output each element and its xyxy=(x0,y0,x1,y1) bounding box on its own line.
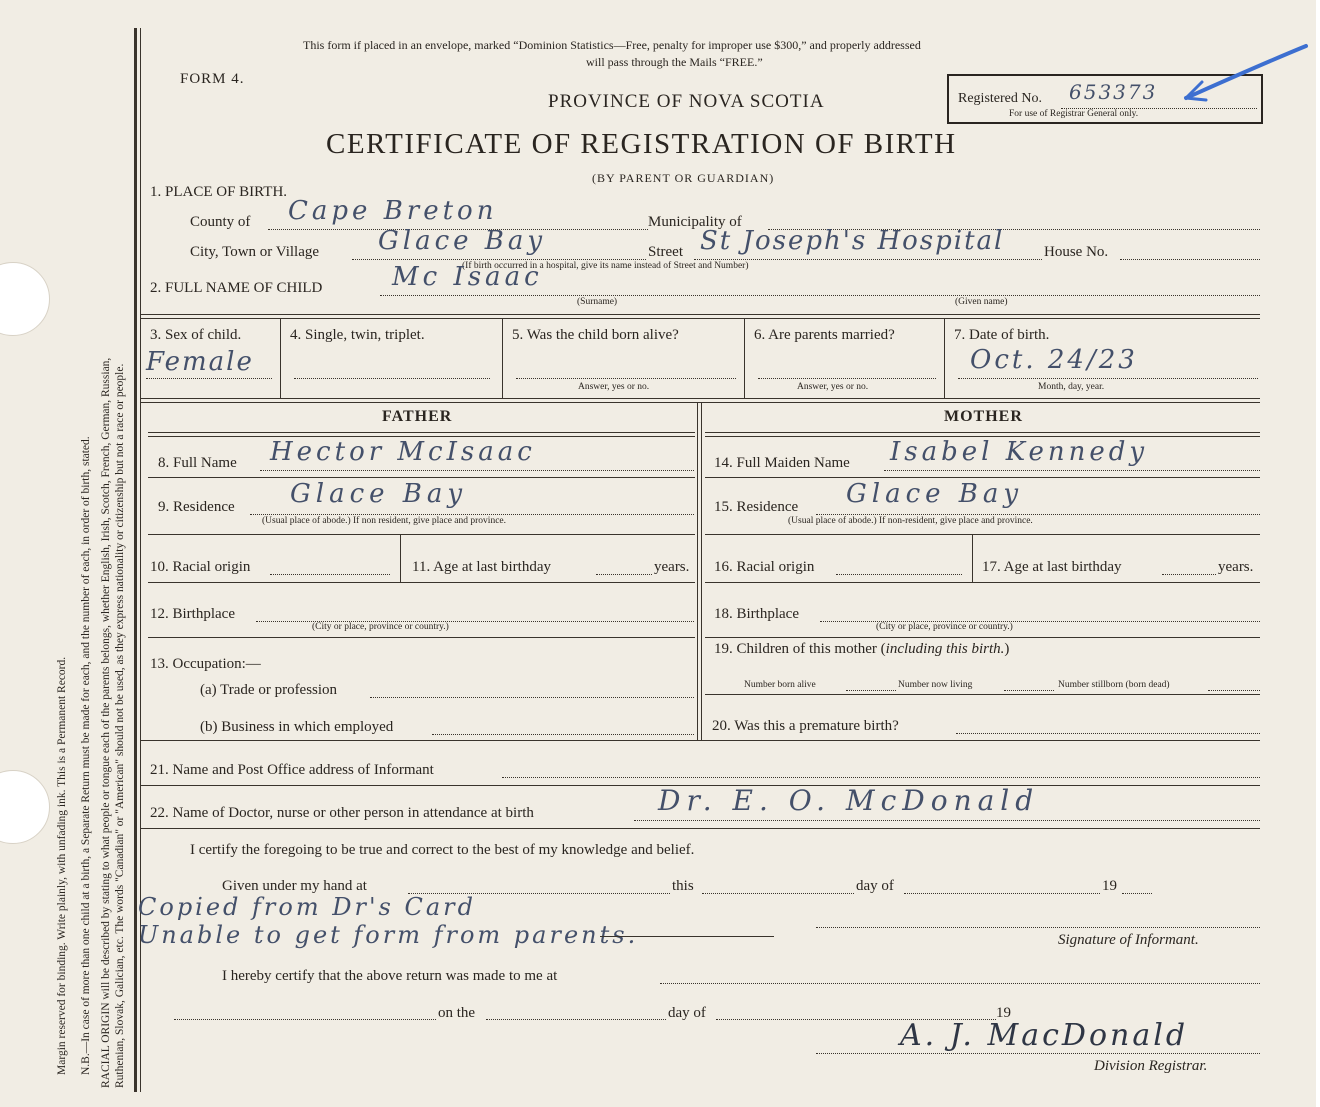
occupation-label: 13. Occupation:— xyxy=(150,656,261,672)
mother-age-label: 17. Age at last birthday xyxy=(982,559,1122,575)
mother-heading: MOTHER xyxy=(944,408,1023,425)
registrar-place-line xyxy=(660,983,1260,984)
born-alive-label: 5. Was the child born alive? xyxy=(512,327,679,343)
now-living-count-label: Number now living xyxy=(898,680,973,690)
divider xyxy=(140,402,1260,403)
father-residence-caption: (Usual place of abode.) If non resident, give place and province. xyxy=(262,516,506,526)
born-alive-line xyxy=(516,378,736,379)
year-line xyxy=(1122,893,1152,894)
this-label: this xyxy=(672,878,694,894)
doctor-value: Dr. E. O. McDonald xyxy=(658,784,1040,817)
registrar-signature: A. J. MacDonald xyxy=(900,1018,1189,1053)
certify-statement: I certify the foregoing to be true and correct to the best of my knowledge and belief. xyxy=(190,842,695,858)
informant-label: 21. Name and Post Office address of Informant xyxy=(150,762,434,778)
street-label: Street xyxy=(648,244,683,260)
child-name-label: 2. FULL NAME OF CHILD xyxy=(150,280,323,296)
street-value: St Joseph's Hospital xyxy=(700,226,1005,256)
street-line xyxy=(694,259,1042,260)
multiple-birth-label: 4. Single, twin, triplet. xyxy=(290,327,425,343)
given-under-label: Given under my hand at xyxy=(222,878,367,894)
mother-name-label: 14. Full Maiden Name xyxy=(714,455,850,471)
this-line xyxy=(702,893,854,894)
sex-label: 3. Sex of child. xyxy=(150,327,242,343)
child-surname-value: Mc Isaac xyxy=(392,262,543,292)
date-of-birth-value: Oct. 24/23 xyxy=(970,345,1138,375)
side-note-racial-2: Ruthenian, Slovak, Galician, etc. The words "Canadian" or "American" should not be used, as they express nationality or citizenship but not a race or people. xyxy=(114,363,126,1088)
divider xyxy=(705,694,1260,695)
stillborn-count-label: Number stillborn (born dead) xyxy=(1058,680,1170,690)
page-subtitle: (BY PARENT OR GUARDIAN) xyxy=(592,171,775,185)
mother-name-value: Isabel Kennedy xyxy=(890,437,1149,467)
registrar-certify: I hereby certify that the above return was made to me at xyxy=(222,968,558,984)
house-number-line xyxy=(1120,259,1260,260)
father-heading: FATHER xyxy=(382,408,453,425)
binding-rule xyxy=(134,28,137,1092)
registered-label: Registered No. xyxy=(958,91,1042,106)
day-of-label: day of xyxy=(856,878,894,894)
divider xyxy=(148,432,695,433)
mother-age-line xyxy=(1162,574,1216,575)
registrar-year-label: 19 xyxy=(996,1005,1011,1021)
child-name-line xyxy=(380,295,1260,296)
divider xyxy=(705,432,1260,433)
column-divider xyxy=(944,318,945,398)
father-age-label: 11. Age at last birthday xyxy=(412,559,551,575)
city-line xyxy=(352,259,646,260)
divider xyxy=(148,534,695,535)
informant-line xyxy=(502,777,1260,778)
county-value: Cape Breton xyxy=(288,196,498,226)
form-number: FORM 4. xyxy=(180,71,245,87)
mother-age-unit: years. xyxy=(1218,559,1254,575)
parents-married-line xyxy=(758,378,936,379)
county-label: County of xyxy=(190,214,251,230)
business-line xyxy=(432,734,694,735)
divider xyxy=(140,398,1260,399)
column-divider xyxy=(744,318,745,398)
children-label-italic: including this birth. xyxy=(885,641,1005,657)
divider xyxy=(140,740,1260,741)
trade-label: (a) Trade or profession xyxy=(200,682,338,698)
note-copied: Copied from Dr's Card xyxy=(138,893,477,921)
province-heading: PROVINCE OF NOVA SCOTIA xyxy=(548,91,825,112)
city-value: Glace Bay xyxy=(378,226,547,256)
divider xyxy=(600,936,774,937)
house-number-label: House No. xyxy=(1044,244,1109,260)
day-of-line xyxy=(904,893,1100,894)
on-the-label: on the xyxy=(438,1005,476,1021)
registrar-caption: Division Registrar. xyxy=(1094,1058,1208,1074)
doctor-label: 22. Name of Doctor, nurse or other person in attendance at birth xyxy=(150,805,534,821)
registrar-day-of-label: day of xyxy=(668,1005,706,1021)
registrar-note: For use of Registrar General only. xyxy=(1009,109,1139,119)
side-note-binding: Margin reserved for binding. Write plainly, with unfading ink. This is a Permanent Record. xyxy=(56,656,68,1075)
born-alive-count-line xyxy=(846,690,896,691)
divider xyxy=(705,637,1260,638)
children-label-prefix: 19. Children of this mother ( xyxy=(714,641,886,657)
date-of-birth-line xyxy=(958,378,1258,379)
born-alive-count-label: Number born alive xyxy=(744,680,816,690)
municipality-label: Municipality of xyxy=(648,214,742,230)
father-residence-line xyxy=(250,514,694,515)
business-label: (b) Business in which employed xyxy=(200,719,394,735)
mother-racial-label: 16. Racial origin xyxy=(714,559,815,575)
given-name-caption: (Given name) xyxy=(955,297,1008,307)
trade-line xyxy=(370,697,694,698)
informant-signature-caption: Signature of Informant. xyxy=(1058,932,1199,948)
parents-column-divider xyxy=(701,402,702,740)
mother-residence-value: Glace Bay xyxy=(846,479,1024,509)
place-of-birth-label: 1. PLACE OF BIRTH. xyxy=(150,184,288,200)
postal-notice-2: will pass through the Mails “FREE.” xyxy=(586,55,763,69)
mother-birthplace-label: 18. Birthplace xyxy=(714,606,799,622)
mother-residence-caption: (Usual place of abode.) If non-resident, give place and province. xyxy=(788,516,1033,526)
binding-hole xyxy=(0,770,50,844)
sex-line xyxy=(146,378,272,379)
premature-label: 20. Was this a premature birth? xyxy=(712,718,899,734)
divider xyxy=(140,314,1260,315)
father-name-value: Hector McIsaac xyxy=(270,437,536,467)
parents-married-caption: Answer, yes or no. xyxy=(797,382,869,392)
city-label: City, Town or Village xyxy=(190,244,320,260)
column-divider xyxy=(972,534,973,582)
children-label-suffix: ) xyxy=(1004,641,1010,657)
page-title: CERTIFICATE OF REGISTRATION OF BIRTH xyxy=(326,128,957,160)
now-living-count-line xyxy=(1004,690,1054,691)
father-racial-label: 10. Racial origin xyxy=(150,559,251,575)
side-note-nb: N.B.—In case of more than one child at a birth, a Separate Return must be made for each, and the number of each, in order of birth, stated. xyxy=(80,436,92,1075)
registrar-date-line xyxy=(174,1019,436,1020)
parents-column-divider xyxy=(697,402,698,740)
divider xyxy=(705,534,1260,535)
date-of-birth-caption: Month, day, year. xyxy=(1038,382,1105,392)
year-label: 19 xyxy=(1102,878,1117,894)
mother-birthplace-caption: (City or place, province or country.) xyxy=(876,622,1013,632)
mother-residence-line xyxy=(816,514,1260,515)
sex-value: Female xyxy=(146,347,254,377)
registered-number: 653373 xyxy=(1069,80,1158,104)
divider xyxy=(705,477,1260,478)
side-note-racial: RACIAL ORIGIN will be described by stating to what people or tongue each of the parents belongs, whether English, Irish, Scotch, French, German, Russian, xyxy=(100,357,112,1088)
mother-racial-line xyxy=(836,574,962,575)
informant-signature-line xyxy=(816,927,1260,928)
divider xyxy=(148,582,695,583)
date-of-birth-label: 7. Date of birth. xyxy=(954,327,1050,343)
column-divider xyxy=(502,318,503,398)
registrar-signature-line xyxy=(816,1053,1260,1054)
father-age-unit: years. xyxy=(654,559,690,575)
binding-hole xyxy=(0,262,50,336)
father-residence-label: 9. Residence xyxy=(158,499,235,515)
stillborn-count-line xyxy=(1208,690,1260,691)
divider xyxy=(705,582,1260,583)
father-racial-line xyxy=(270,574,390,575)
divider xyxy=(140,318,1260,319)
checkmark-icon xyxy=(1182,42,1312,106)
divider xyxy=(148,637,695,638)
father-residence-value: Glace Bay xyxy=(290,479,468,509)
column-divider xyxy=(400,534,401,582)
born-alive-caption: Answer, yes or no. xyxy=(578,382,650,392)
father-birthplace-label: 12. Birthplace xyxy=(150,606,235,622)
divider xyxy=(148,477,695,478)
hospital-note: (If birth occurred in a hospital, give its name instead of Street and Number) xyxy=(462,261,749,271)
father-name-label: 8. Full Name xyxy=(158,455,237,471)
premature-line xyxy=(956,733,1260,734)
multiple-birth-line xyxy=(294,378,490,379)
surname-caption: (Surname) xyxy=(577,297,618,307)
divider xyxy=(140,828,1260,829)
father-name-line xyxy=(260,470,694,471)
mother-name-line xyxy=(884,470,1260,471)
note-unable: Unable to get form from parents. xyxy=(138,921,639,949)
father-birthplace-caption: (City or place, province or country.) xyxy=(312,622,449,632)
children-label xyxy=(714,641,1009,658)
father-age-line xyxy=(596,574,652,575)
column-divider xyxy=(280,318,281,398)
mother-residence-label: 15. Residence xyxy=(714,499,799,515)
postal-notice: This form if placed in an envelope, marked “Dominion Statistics—Free, penalty for improper use $300,” and properly addressed xyxy=(303,38,921,52)
parents-married-label: 6. Are parents married? xyxy=(754,327,895,343)
doctor-line xyxy=(634,820,1260,821)
on-the-line xyxy=(486,1019,666,1020)
